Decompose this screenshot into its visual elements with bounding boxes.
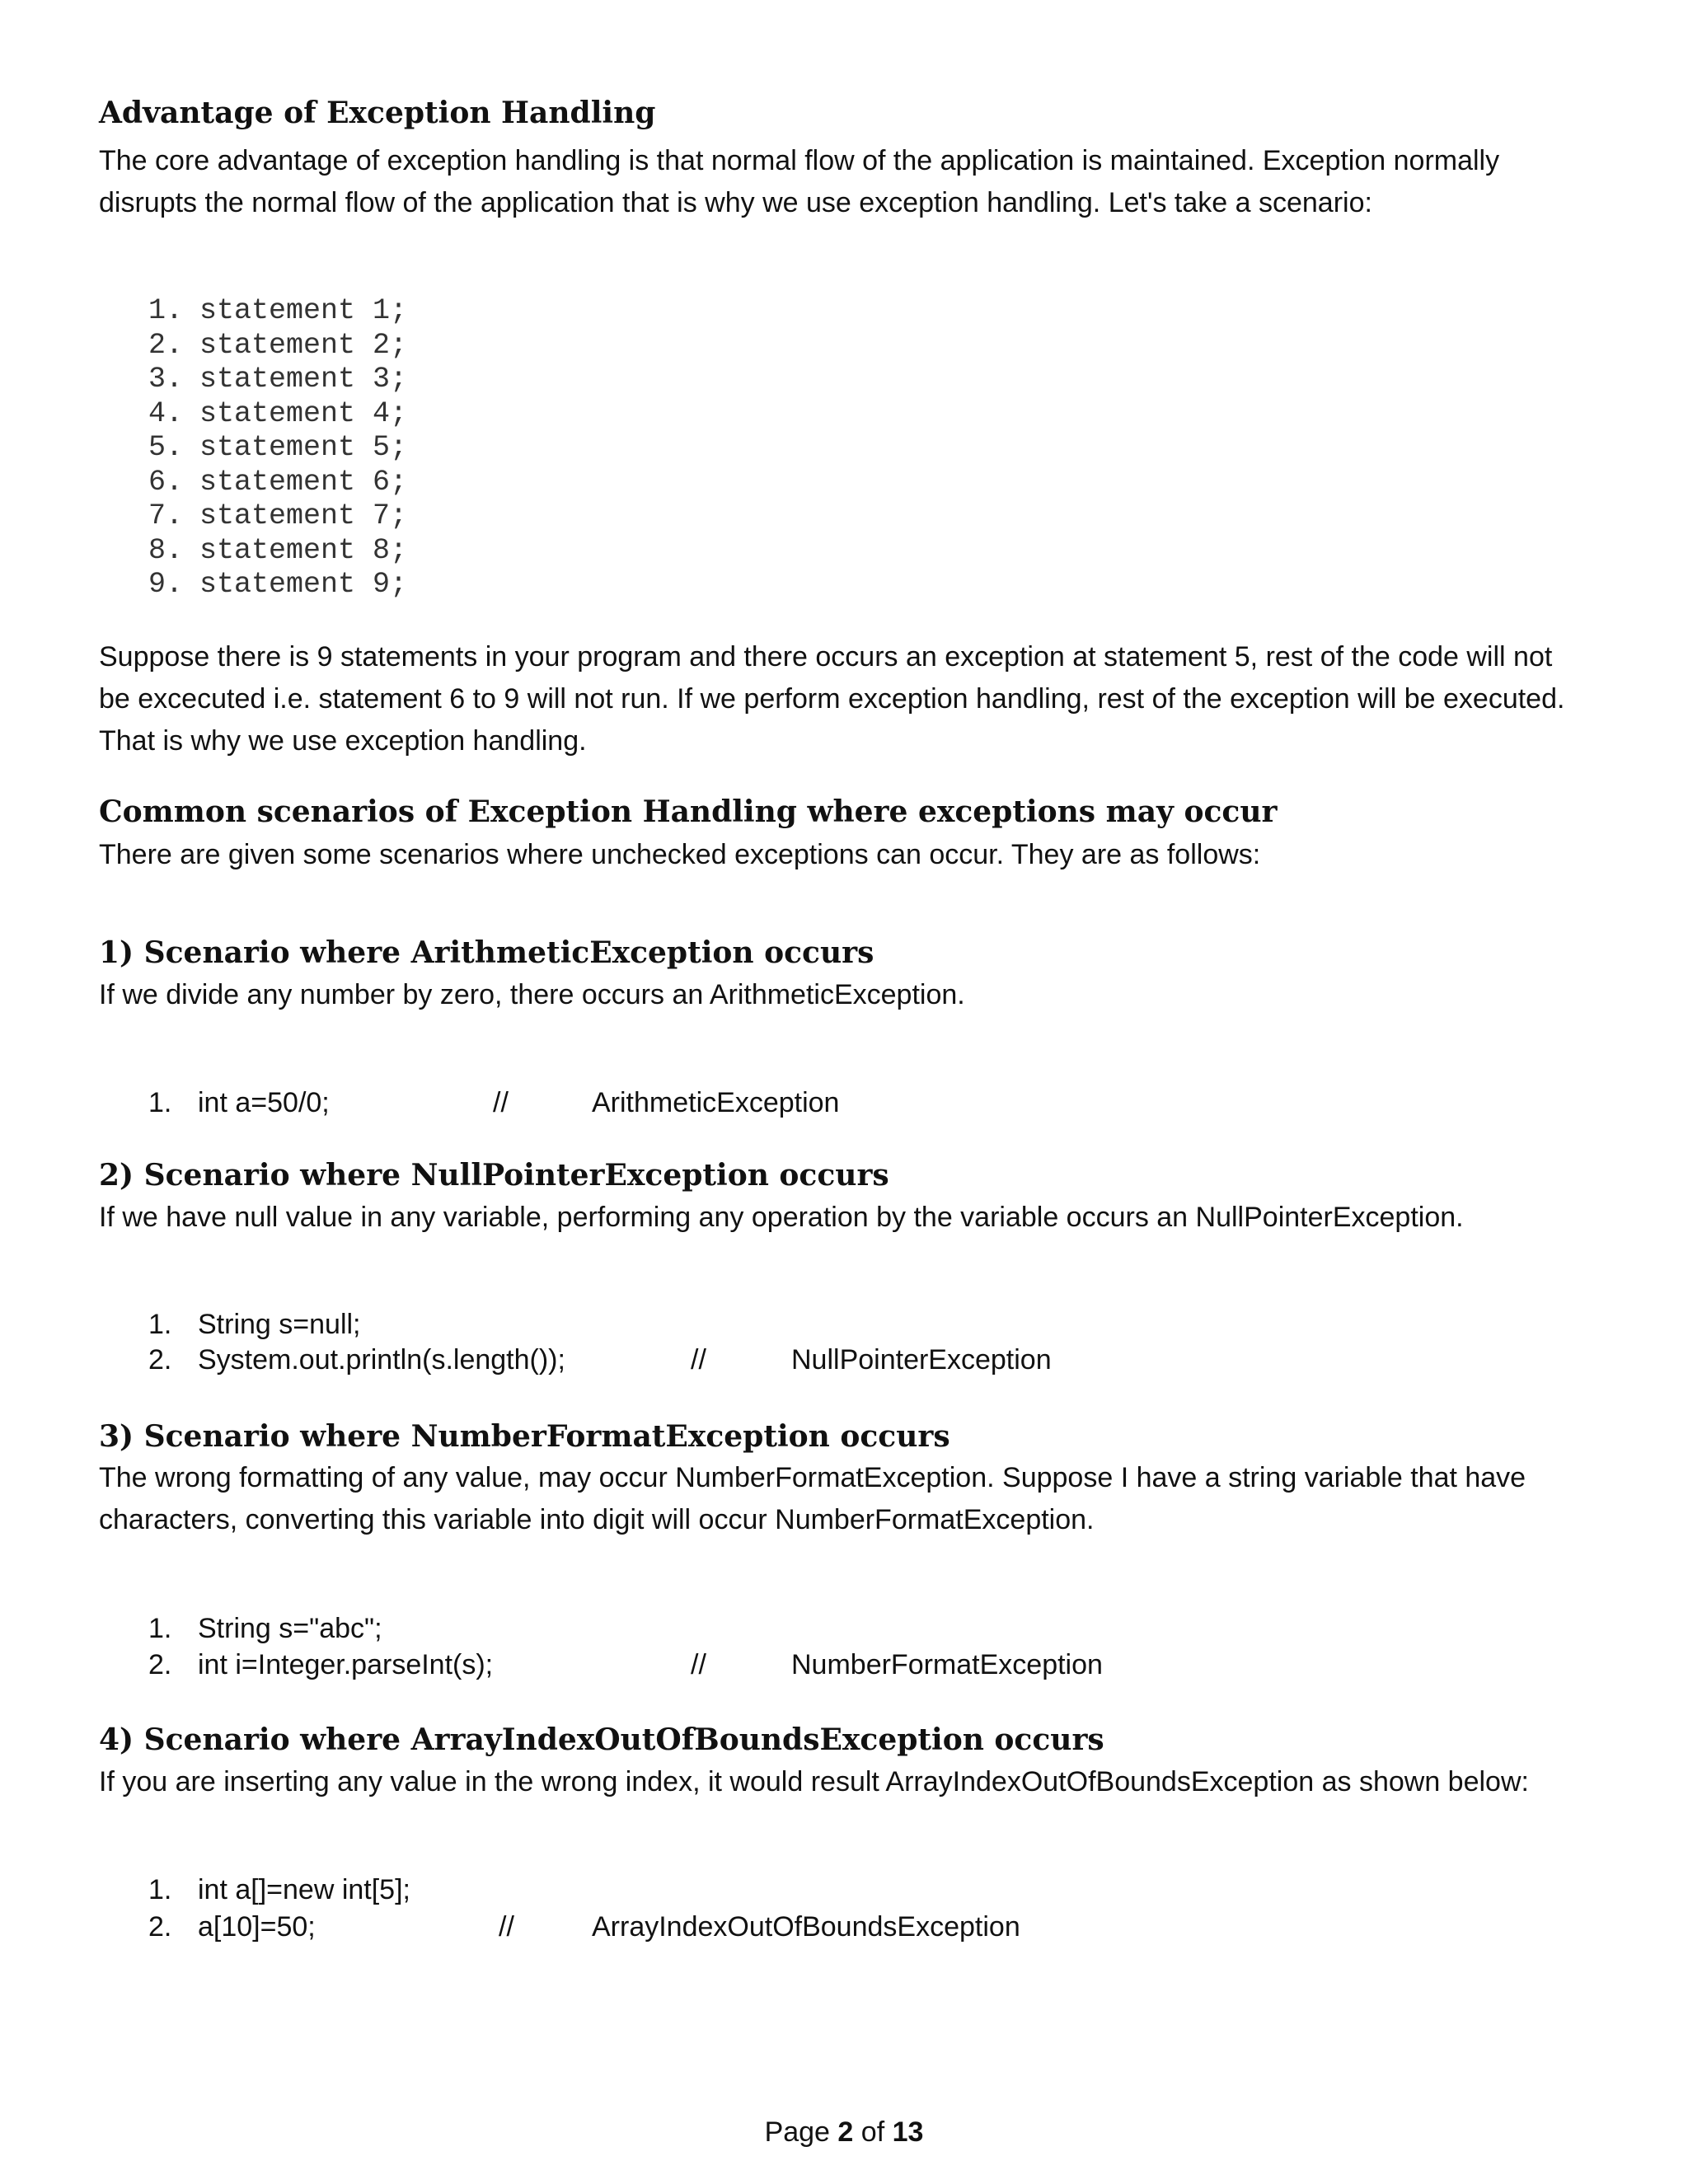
heading-scenario-arithmetic: 1) Scenario where ArithmeticException occurs (99, 935, 874, 970)
paragraph-line: If we have null value in any variable, performing any operation by the variable occurs an NullPointerException. (99, 1202, 1464, 1233)
code-comment-marker: // (499, 1911, 514, 1943)
code-text: System.out.println(s.length()); (198, 1344, 565, 1376)
statement-text: statement 7; (199, 499, 408, 532)
statement-text: statement 2; (199, 328, 408, 362)
statement-text: statement 1; (199, 294, 408, 327)
statement-list (148, 294, 407, 602)
statement-item (148, 329, 407, 363)
heading-common-scenarios: Common scenarios of Exception Handling where exceptions may occur (99, 794, 1278, 829)
footer-current-page: 2 (837, 2116, 854, 2148)
footer-total-pages: 13 (892, 2116, 924, 2148)
statement-item (148, 568, 407, 602)
code-line-number: 2. (148, 1649, 172, 1680)
paragraph-line: If we divide any number by zero, there occurs an ArithmeticException. (99, 979, 965, 1010)
statement-number: 3. (148, 363, 184, 396)
statement-number: 4. (148, 396, 184, 430)
paragraph-line: disrupts the normal flow of the application that is why we use exception handling. Let's take a scenario: (99, 187, 1372, 218)
paragraph-line: The wrong formatting of any value, may occur NumberFormatException. Suppose I have a string variable that have (99, 1462, 1526, 1493)
statement-item (148, 534, 407, 569)
paragraph-line: There are given some scenarios where unchecked exceptions can occur. They are as follows: (99, 839, 1261, 870)
code-line-number: 2. (148, 1344, 172, 1376)
code-text: int i=Integer.parseInt(s); (198, 1649, 494, 1680)
heading-scenario-nullpointer: 2) Scenario where NullPointerException occurs (99, 1158, 889, 1193)
heading-scenario-numberformat: 3) Scenario where NumberFormatException occurs (99, 1419, 950, 1454)
footer-of-label: of (860, 2116, 885, 2148)
paragraph-scenario-arithmetic (99, 974, 1599, 1016)
code-line-number: 1. (148, 1613, 172, 1644)
statement-number: 9. (148, 568, 184, 601)
paragraph-common-scenarios (99, 834, 1599, 876)
statement-number: 6. (148, 465, 184, 499)
code-exception-name: ArrayIndexOutOfBoundsException (592, 1911, 1020, 1943)
code-comment-marker: // (493, 1087, 509, 1118)
statement-text: statement 4; (199, 396, 408, 430)
code-text: int a[]=new int[5]; (198, 1874, 410, 1905)
code-line-number: 1. (148, 1087, 172, 1118)
statement-number: 2. (148, 328, 184, 362)
paragraph-suppose (99, 636, 1599, 762)
code-line-number: 1. (148, 1874, 172, 1905)
paragraph-line: characters, converting this variable into digit will occur NumberFormatException. (99, 1504, 1095, 1535)
statement-text: statement 3; (199, 363, 408, 396)
heading-scenario-arrayindex: 4) Scenario where ArrayIndexOutOfBoundsException occurs (99, 1722, 1104, 1757)
statement-number: 5. (148, 431, 184, 464)
code-comment-marker: // (691, 1344, 706, 1376)
statement-item (148, 397, 407, 432)
code-line-number: 2. (148, 1911, 172, 1943)
heading-advantage: Advantage of Exception Handling (99, 96, 656, 130)
statement-number: 8. (148, 533, 184, 567)
statement-number: 1. (148, 294, 184, 327)
paragraph-advantage (99, 140, 1599, 224)
footer-page-label: Page (764, 2116, 830, 2148)
paragraph-scenario-numberformat (99, 1457, 1599, 1541)
code-exception-name: ArithmeticException (592, 1087, 840, 1118)
paragraph-line: The core advantage of exception handling is that normal flow of the application is maintained. Exception normally (99, 145, 1500, 176)
paragraph-scenario-nullpointer (99, 1197, 1599, 1239)
code-text: String s=null; (198, 1309, 361, 1340)
paragraph-line: If you are inserting any value in the wrong index, it would result ArrayIndexOutOfBoundsException as shown below: (99, 1766, 1529, 1797)
statement-item (148, 431, 407, 466)
statement-item (148, 499, 407, 534)
code-exception-name: NumberFormatException (791, 1649, 1103, 1680)
code-text: int a=50/0; (198, 1087, 330, 1118)
paragraph-line: Suppose there is 9 statements in your program and there occurs an exception at statement 5, rest of the code will not (99, 641, 1553, 673)
code-text: a[10]=50; (198, 1911, 316, 1943)
statement-item (148, 363, 407, 397)
statement-item (148, 294, 407, 329)
statement-text: statement 5; (199, 431, 408, 464)
paragraph-line: That is why we use exception handling. (99, 725, 587, 757)
statement-item (148, 466, 407, 500)
code-line-number: 1. (148, 1309, 172, 1340)
statement-number: 7. (148, 499, 184, 532)
statement-text: statement 6; (199, 465, 408, 499)
statement-text: statement 9; (199, 568, 408, 601)
paragraph-line: be excecuted i.e. statement 6 to 9 will not run. If we perform exception handling, rest of the exception will be executed. (99, 683, 1565, 715)
paragraph-scenario-arrayindex (99, 1761, 1599, 1803)
statement-text: statement 8; (199, 533, 408, 567)
page-footer (0, 2116, 1688, 2149)
code-exception-name: NullPointerException (791, 1344, 1052, 1376)
code-comment-marker: // (691, 1649, 706, 1680)
code-text: String s="abc"; (198, 1613, 382, 1644)
